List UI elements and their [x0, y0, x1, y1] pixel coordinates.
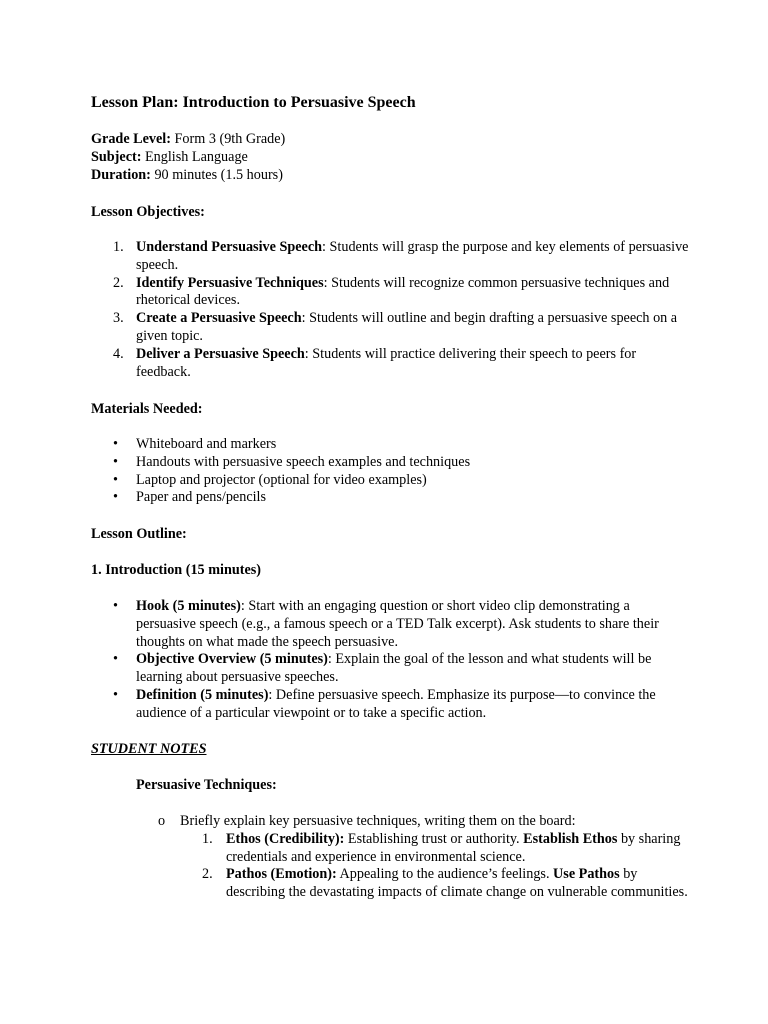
meta-duration: Duration: 90 minutes (1.5 hours) [91, 166, 283, 183]
list-item: • Paper and pens/pencils [113, 489, 267, 506]
page-title: Lesson Plan: Introduction to Persuasive Speech [91, 94, 416, 111]
bullet-icon: • [113, 453, 118, 470]
list-item: 1. Understand Persuasive Speech: Students will grasp the purpose and key elements of persuasive speech. [113, 239, 689, 273]
techniques-block [90, 813, 690, 902]
meta-subject: Subject: English Language [91, 148, 248, 165]
circle-bullet-icon: o [158, 813, 166, 829]
list-item: 2. Pathos (Emotion): Appealing to the audience’s feelings. Use Pathos by describing the devastating impacts of climate change on vulnerable communities. [202, 866, 688, 901]
student-notes-heading: STUDENT NOTES [91, 741, 207, 757]
list-item: 3. Create a Persuasive Speech: Students will outline and begin drafting a persuasive speech on a given topic. [113, 310, 678, 344]
list-item: • Laptop and projector (optional for video examples) [113, 471, 427, 488]
list-item: • Objective Overview (5 minutes): Explain the goal of the lesson and what students will be learning about persuasive speeches. [113, 651, 652, 686]
bullet-icon: • [113, 651, 118, 668]
bullet-icon: • [113, 471, 118, 488]
list-item: o Briefly explain key persuasive techniques, writing them on the board: [158, 813, 576, 829]
section-heading-introduction: 1. Introduction (15 minutes) [91, 562, 262, 578]
list-item: • Definition (5 minutes): Define persuasive speech. Emphasize its purpose—to convince the audience of a particular viewpoint or to take a specific action. [113, 686, 656, 721]
list-item: 4. Deliver a Persuasive Speech: Students will practice delivering their speech to peers for feedback. [113, 345, 637, 380]
objectives-list [91, 239, 691, 381]
bullet-icon: • [113, 489, 118, 506]
list-item: • Handouts with persuasive speech examples and techniques [113, 453, 471, 470]
materials-heading: Materials Needed: [91, 401, 203, 417]
introduction-list [91, 598, 691, 723]
bullet-icon: • [113, 598, 118, 614]
techniques-list [90, 831, 690, 902]
persuasive-techniques-heading: Persuasive Techniques: [136, 777, 277, 793]
bullet-icon: • [113, 436, 118, 452]
list-item: 2. Identify Persuasive Techniques: Students will recognize common persuasive techniques and rhetorical devices. [113, 274, 670, 309]
list-item: • Whiteboard and markers [113, 436, 277, 452]
objectives-heading: Lesson Objectives: [91, 204, 205, 220]
materials-list [91, 436, 691, 507]
bullet-icon: • [113, 686, 118, 703]
meta-grade-level: Grade Level: Form 3 (9th Grade) [91, 131, 286, 147]
lesson-meta [91, 131, 691, 184]
list-item: 1. Ethos (Credibility): Establishing trust or authority. Establish Ethos by sharing credentials and experience in environmental science. [202, 830, 681, 865]
list-item: • Hook (5 minutes): Start with an engaging question or short video clip demonstrating a persuasive speech (e.g., a famous speech or a TED Talk excerpt). Ask students to share their thoughts on what made the speech persuasive. [113, 598, 659, 650]
outline-heading: Lesson Outline: [91, 526, 187, 542]
